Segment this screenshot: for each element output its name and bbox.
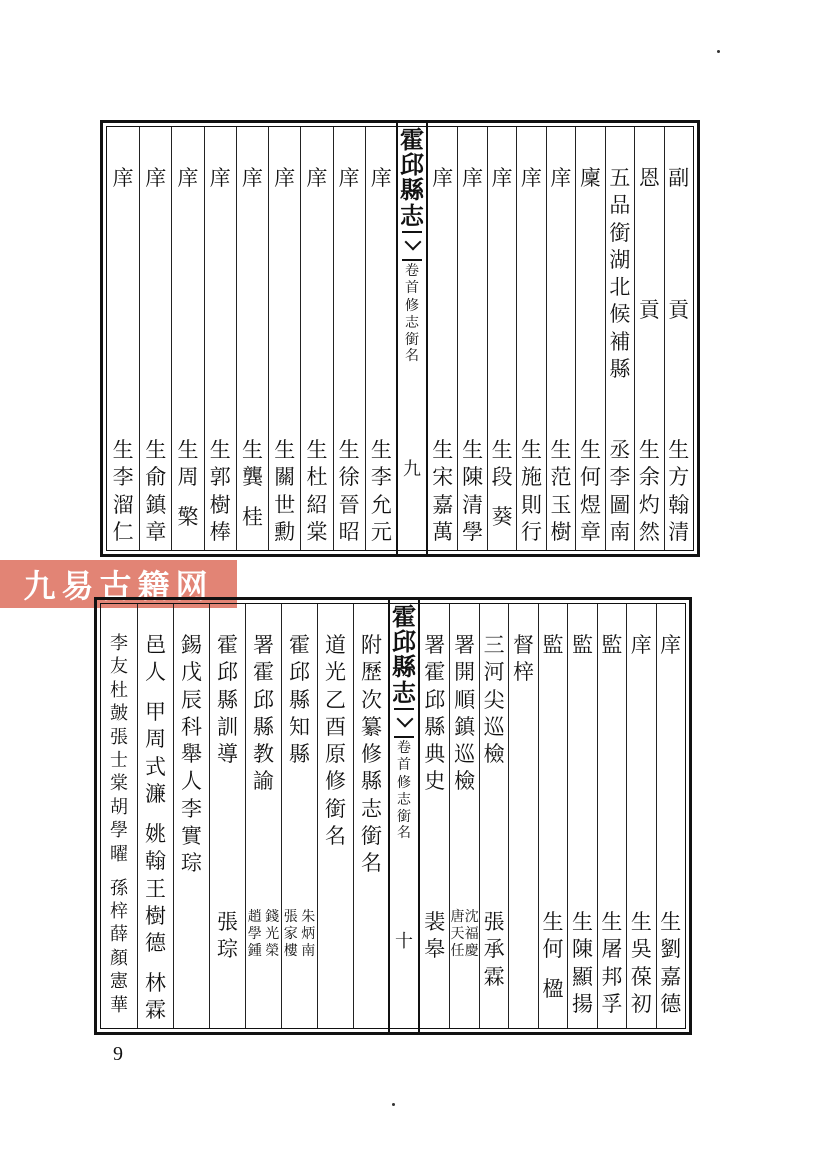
top-page-frame	[100, 120, 700, 557]
top-left-columns	[107, 127, 397, 550]
bottom-right-columns	[420, 604, 685, 1028]
top-right-column	[546, 127, 575, 550]
column-name-text: 生 宋 嘉 萬	[432, 438, 454, 544]
column-heading-text: 庠	[306, 166, 328, 190]
top-left-column	[204, 127, 236, 550]
bottom-left-column	[317, 604, 353, 1028]
column-heading-text: 庠	[370, 166, 392, 190]
top-left-column	[139, 127, 171, 550]
bottom-left-column	[353, 604, 389, 1028]
column-name-text: 生 范 玉 樹	[550, 438, 572, 544]
column-heading-text: 道 光 乙 酉 原 修 銜 名	[325, 633, 346, 849]
column-heading-text: 監	[571, 633, 593, 657]
top-center-band	[396, 123, 428, 554]
column-name-text: 錢 光 榮	[265, 909, 280, 959]
column-heading-text: 庠	[209, 166, 231, 190]
column-name-text: 生 何 楹	[542, 910, 564, 1002]
column-heading-text: 錫 戊 辰 科 舉 人 李 實 琮	[181, 633, 202, 876]
column-name-text: 生 李 允 元	[370, 438, 392, 544]
bottom-right-column	[626, 604, 655, 1028]
fishtail-mark	[402, 231, 422, 261]
column-name-text: 朱 炳 南	[301, 909, 316, 959]
top-left-column	[107, 127, 139, 550]
column-heading-text: 監	[542, 633, 564, 657]
column-name-text: 丞 李 圖 南	[609, 438, 631, 544]
column-name-text: 裴 皋	[424, 910, 446, 962]
top-right-column	[487, 127, 516, 550]
column-heading-text: 庠	[274, 166, 296, 190]
column-name-text: 生 李 溜 仁	[112, 438, 134, 544]
column-heading-text: 庠	[145, 166, 167, 190]
column-heading-text: 署 霍 邱 縣 教 諭	[253, 633, 274, 794]
top-left-column	[268, 127, 300, 550]
bottom-right-column	[508, 604, 537, 1028]
bottom-right-column	[479, 604, 508, 1028]
speck	[392, 1103, 395, 1106]
column-heading-text: 署 開 順 鎮 巡 檢	[454, 633, 476, 794]
column-name-text: 生 余 灼 然	[638, 438, 660, 544]
column-heading-text: 監	[601, 633, 623, 657]
column-heading-text: 庠	[550, 166, 572, 190]
top-right-column	[575, 127, 604, 550]
top-right-column	[664, 127, 693, 550]
fishtail-mark	[394, 708, 414, 738]
column-name-text: 生 段 葵	[491, 438, 513, 530]
column-heading-text: 庠	[432, 166, 454, 190]
column-heading-text: 恩	[638, 166, 660, 190]
column-name-text: 生 屠 邦 孚	[601, 910, 623, 1016]
column-name-text: 唐 天 任	[450, 909, 465, 959]
bottom-left-column	[173, 604, 209, 1028]
column-heading-text: 李 友 杜 皷 張 士 棠 胡 學 曜 孫 梓 薛 顏 憲 華	[110, 633, 128, 1016]
column-name-text: 生 杜 紹 棠	[306, 438, 328, 544]
column-name-text: 生 陳 顯 揚	[571, 910, 593, 1016]
column-name-text: 生 吳 葆 初	[630, 910, 652, 1016]
top-right-column	[428, 127, 457, 550]
column-heading-text: 署 霍 邱 縣 典 史	[424, 633, 446, 794]
column-heading-text: 邑 人 甲 周 式 濂 姚 翰 王 樹 德 林 霖	[145, 633, 166, 1023]
column-heading-text: 庠	[112, 166, 134, 190]
top-folio: 九	[403, 459, 421, 480]
top-left-column	[300, 127, 332, 550]
column-name-text: 生 劉 嘉 德	[660, 910, 682, 1016]
column-heading-text: 貢	[668, 298, 690, 322]
bot-folio: 十	[395, 931, 413, 952]
column-heading-text: 庠	[241, 166, 263, 190]
column-heading-text: 庠	[660, 633, 682, 657]
column-heading-text: 庠	[491, 166, 513, 190]
page-number: 9	[113, 1043, 123, 1065]
column-heading-text: 附 歷 次 纂 修 縣 志 銜 名	[361, 633, 382, 876]
bot-section-label: 修 志 銜 名	[397, 775, 411, 842]
top-volume-label: 卷 首	[405, 263, 419, 296]
speck	[717, 50, 720, 53]
bottom-right-column	[597, 604, 626, 1028]
top-right-columns	[428, 127, 693, 550]
column-name-text: 趙 學 鍾	[247, 909, 262, 959]
bot-book-title: 霍 邱 縣 志	[392, 602, 416, 707]
bottom-page-frame	[94, 597, 692, 1035]
column-name-text: 生 陳 清 學	[462, 438, 484, 544]
bottom-right-column	[656, 604, 685, 1028]
bottom-left-column	[101, 604, 137, 1028]
column-name-text: 生 施 則 行	[521, 438, 543, 544]
bottom-right-column	[567, 604, 596, 1028]
bottom-right-column	[420, 604, 449, 1028]
column-heading-text: 霍 邱 縣 知 縣	[289, 633, 310, 767]
column-heading-text: 庠	[462, 166, 484, 190]
bot-volume-label: 卷 首	[397, 740, 411, 773]
top-right-column	[634, 127, 663, 550]
column-name-text: 張 琮	[217, 910, 238, 962]
column-heading-text: 廩	[579, 166, 601, 190]
top-right-column	[516, 127, 545, 550]
column-heading-text: 庠	[630, 633, 652, 657]
column-name-text: 生 方 翰 清	[668, 438, 690, 544]
bottom-left-column	[209, 604, 245, 1028]
bottom-right-column	[538, 604, 567, 1028]
bottom-left-column	[245, 604, 281, 1028]
bottom-left-columns	[101, 604, 389, 1028]
column-name-text: 生 何 煜 章	[579, 438, 601, 544]
top-right-column	[457, 127, 486, 550]
column-heading-text: 三 河 尖 巡 檢	[483, 633, 505, 767]
top-book-title: 霍 邱 縣 志	[400, 125, 424, 230]
column-heading-text: 庠	[338, 166, 360, 190]
column-name-text: 沈 福 慶	[464, 909, 479, 959]
column-name-text: 生 郭 樹 棒	[209, 438, 231, 544]
column-name-text: 張 承 霖	[483, 910, 505, 989]
column-name-text: 生 龔 桂	[241, 438, 263, 530]
column-heading-text: 副	[668, 166, 690, 190]
bottom-left-column	[137, 604, 173, 1028]
column-heading-text: 庠	[521, 166, 543, 190]
column-name-text: 張 家 樓	[283, 909, 298, 959]
top-left-column	[333, 127, 365, 550]
column-heading-text: 五 品 銜 湖 北 候 補 縣	[609, 166, 631, 382]
column-name-text: 生 周 檠	[177, 438, 199, 530]
column-name-text: 生 俞 鎮 章	[145, 438, 167, 544]
column-name-text: 生 關 世 勳	[274, 438, 296, 544]
column-heading-text: 霍 邱 縣 訓 導	[217, 633, 238, 767]
top-left-column	[171, 127, 203, 550]
column-heading-text: 督 梓	[513, 633, 535, 685]
bottom-center-band	[388, 600, 420, 1032]
column-name-text: 生 徐 晉 昭	[338, 438, 360, 544]
column-heading-text: 庠	[177, 166, 199, 190]
column-heading-text: 貢	[638, 298, 660, 322]
bottom-left-column	[281, 604, 317, 1028]
watermark: 九易古籍网	[0, 560, 237, 608]
top-left-column	[236, 127, 268, 550]
bottom-right-column	[449, 604, 478, 1028]
top-left-column	[365, 127, 397, 550]
top-right-column	[605, 127, 634, 550]
top-section-label: 修 志 銜 名	[405, 298, 419, 365]
